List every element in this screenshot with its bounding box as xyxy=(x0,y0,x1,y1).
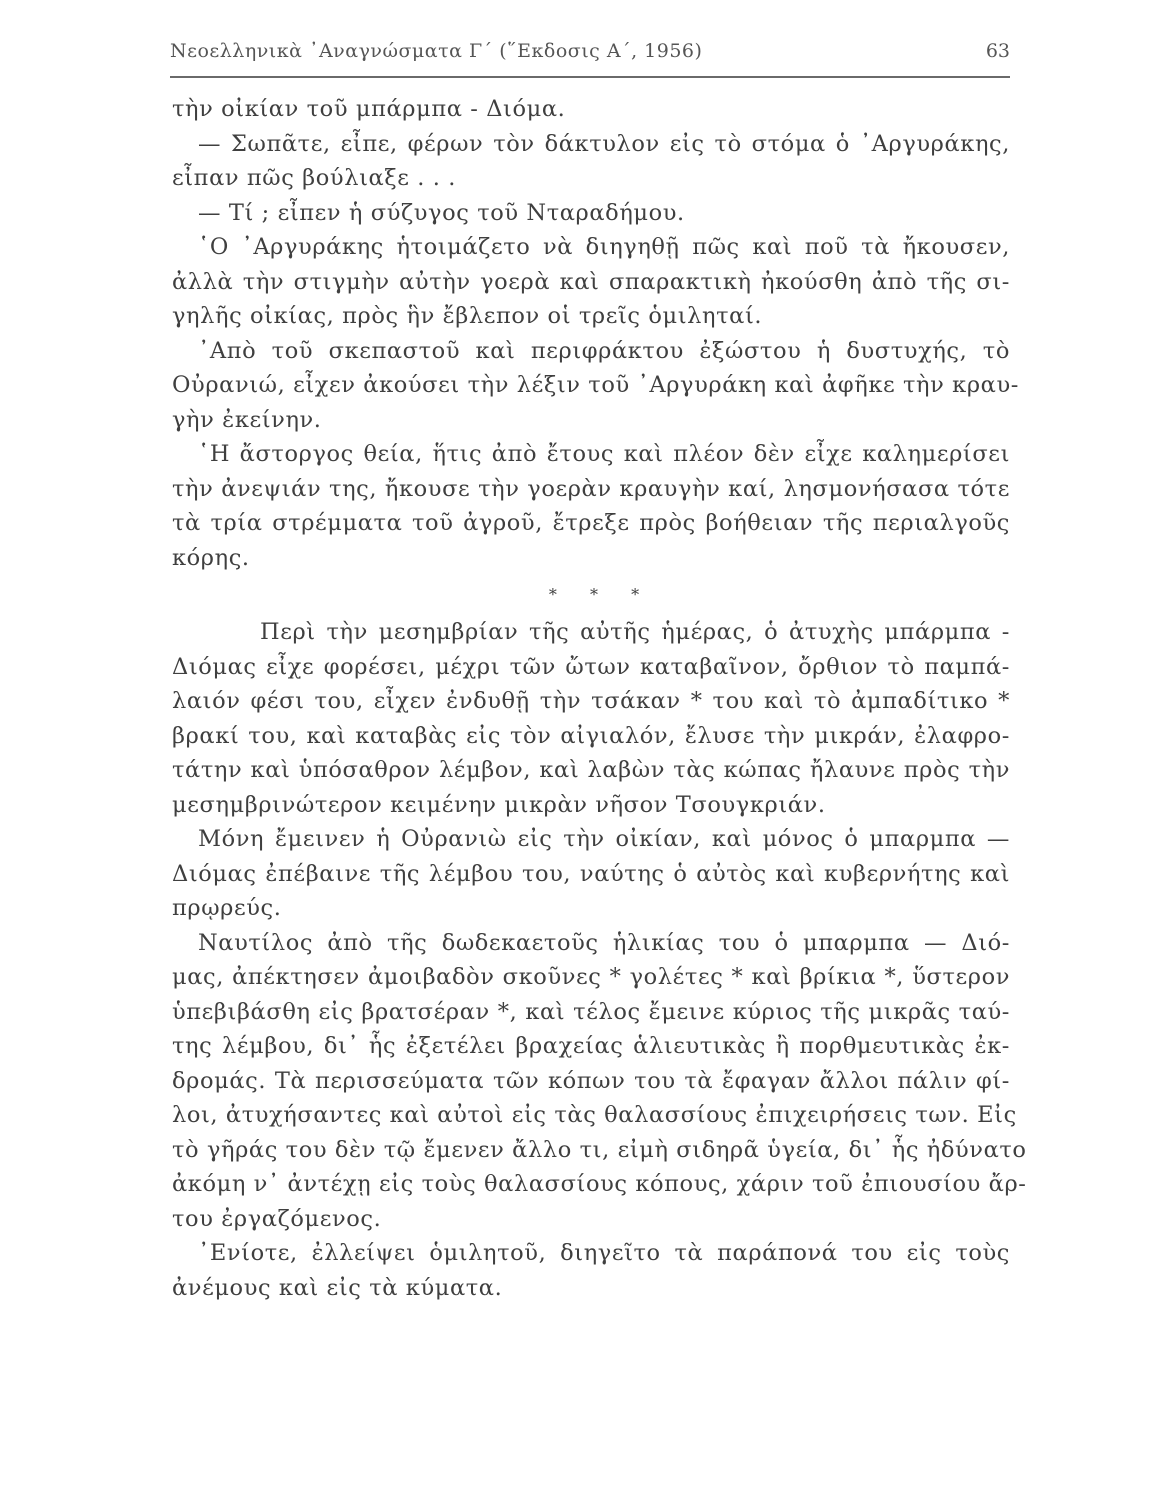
text-line: μεσημβρινώτερον κειμένην μικρὰν νῆσον Τσουγκριάν. xyxy=(172,791,826,818)
text-line: πρῳρεύς. xyxy=(172,895,282,921)
text-line: Μόνη ἔμεινεν ἡ Οὐρανιὼ εἰς τὴν οἰκίαν, καὶ μόνος ὁ μπαρμπα — xyxy=(198,826,1010,852)
text-line: — Τί ; εἶπεν ἡ σύζυγος τοῦ Νταραδήμου. xyxy=(198,199,685,226)
text-line: ᾿Ενίοτε, ἐλλείψει ὁμιλητοῦ, διηγεῖτο τὰ παράπονά του εἰς τοὺς xyxy=(198,1240,1010,1266)
text-line: δρομάς. Τὰ περισσεύματα τῶν κόπων του τὰ ἔφαγαν ἄλλοι πάλιν φί- xyxy=(172,1067,1010,1094)
text-line: βρακί του, καὶ καταβὰς εἰς τὸν αἰγιαλόν, ἔλυσε τὴν μικράν, ἐλαφρο- xyxy=(172,722,1010,749)
section-separator: * * * xyxy=(548,585,654,604)
header-title: Νεοελληνικὰ ᾿Αναγνώσματα Γ´ (῞Εκδοσις Α´, 1956) xyxy=(170,40,703,62)
text-line: Οὐρανιώ, εἶχεν ἀκούσει τὴν λέξιν τοῦ ᾿Αργυράκη καὶ ἀφῆκε τὴν κραυ- xyxy=(172,372,1019,398)
text-line: Διόμας εἶχε φορέσει, μέχρι τῶν ὤτων καταβαῖνον, ὄρθιον τὸ παμπά- xyxy=(172,653,1010,680)
text-line: ῾Ο ᾿Αργυράκης ἡτοιμάζετο νὰ διηγηθῇ πῶς καὶ ποῦ τὰ ἤκουσεν, xyxy=(198,234,1010,260)
text-line: εἶπαν πῶς βούλιαξε . . . xyxy=(172,165,457,191)
text-line: μας, ἀπέκτησεν ἀμοιβαδὸν σκοῦνες * γολέτες * καὶ βρίκια *, ὕστερον xyxy=(172,964,1010,990)
text-line: λοι, ἀτυχήσαντες καὶ αὐτοὶ εἰς τὰς θαλασσίους ἐπιχειρήσεις των. Εἰς xyxy=(172,1102,1017,1128)
text-line: κόρης. xyxy=(172,544,250,571)
text-line: του ἐργαζόμενος. xyxy=(172,1205,382,1232)
text-line: γηλῆς οἰκίας, πρὸς ἣν ἔβλεπον οἱ τρεῖς ὁμιληταί. xyxy=(172,303,763,329)
text-line: Διόμας ἐπέβαινε τῆς λέμβου του, ναύτης ὁ αὐτὸς καὶ κυβερνήτης καὶ xyxy=(172,860,1010,887)
text-line: ἀκόμη ν᾿ ἀντέχῃ εἰς τοὺς θαλασσίους κόπους, χάριν τοῦ ἐπιουσίου ἄρ- xyxy=(172,1171,1027,1197)
text-line: λαιόν φέσι του, εἶχεν ἐνδυθῇ τὴν τσάκαν * του καὶ τὸ ἀμπαδίτικο * xyxy=(172,688,1010,714)
text-line: τὸ γῆράς του δὲν τῷ ἔμενεν ἄλλο τι, εἰμὴ σιδηρᾶ ὑγεία, δι᾿ ἧς ἠδύνατο xyxy=(172,1136,1027,1163)
text-line: ὑπεβιβάσθη εἰς βρατσέραν *, καὶ τέλος ἔμεινε κύριος τῆς μικρᾶς ταύ- xyxy=(172,998,1010,1025)
text-line: Περὶ τὴν μεσημβρίαν τῆς αὐτῆς ἡμέρας, ὁ ἀτυχὴς μπάρμπα - xyxy=(260,619,1010,645)
text-line: — Σωπᾶτε, εἶπε, φέρων τὸν δάκτυλον εἰς τὸ στόμα ὁ ᾿Αργυράκης, xyxy=(198,130,1010,157)
text-line: ἀλλὰ τὴν στιγμὴν αὐτὴν γοερὰ καὶ σπαρακτικὴ ἠκούσθη ἀπὸ τῆς σι- xyxy=(172,268,1010,295)
text-line: Ναυτίλος ἀπὸ τῆς δωδεκαετοῦς ἡλικίας του ὁ μπαρμπα — Διό- xyxy=(198,929,1010,956)
page-number: 63 xyxy=(985,40,1010,62)
text-line: τὴν ἀνεψιάν της, ἤκουσε τὴν γοερὰν κραυγὴν καί, λησμονήσασα τότε xyxy=(172,475,1010,502)
text-line: ῾Η ἄστοργος θεία, ἥτις ἀπὸ ἔτους καὶ πλέον δὲν εἶχε καλημερίσει xyxy=(198,441,1010,467)
text-line: τὰ τρία στρέμματα τοῦ ἀγροῦ, ἔτρεξε πρὸς βοήθειαν τῆς περιαλγοῦς xyxy=(172,510,1010,536)
text-line: τάτην καὶ ὑπόσαθρον λέμβον, καὶ λαβὼν τὰς κώπας ἤλαυνε πρὸς τὴν xyxy=(172,757,1010,783)
text-line: ᾿Απὸ τοῦ σκεπαστοῦ καὶ περιφράκτου ἐξώστου ἡ δυστυχής, τὸ xyxy=(198,337,1010,364)
text-line: τὴν οἰκίαν τοῦ μπάρμπα - Διόμα. xyxy=(172,96,566,122)
text-line: της λέμβου, δι᾿ ἧς ἐξετέλει βραχείας ἁλιευτικὰς ἢ πορθμευτικὰς ἐκ- xyxy=(172,1033,1010,1059)
running-header xyxy=(170,36,1010,78)
text-line: ἀνέμους καὶ εἰς τὰ κύματα. xyxy=(172,1274,503,1301)
text-line: γὴν ἐκείνην. xyxy=(172,406,322,433)
body-text xyxy=(172,92,1027,1305)
